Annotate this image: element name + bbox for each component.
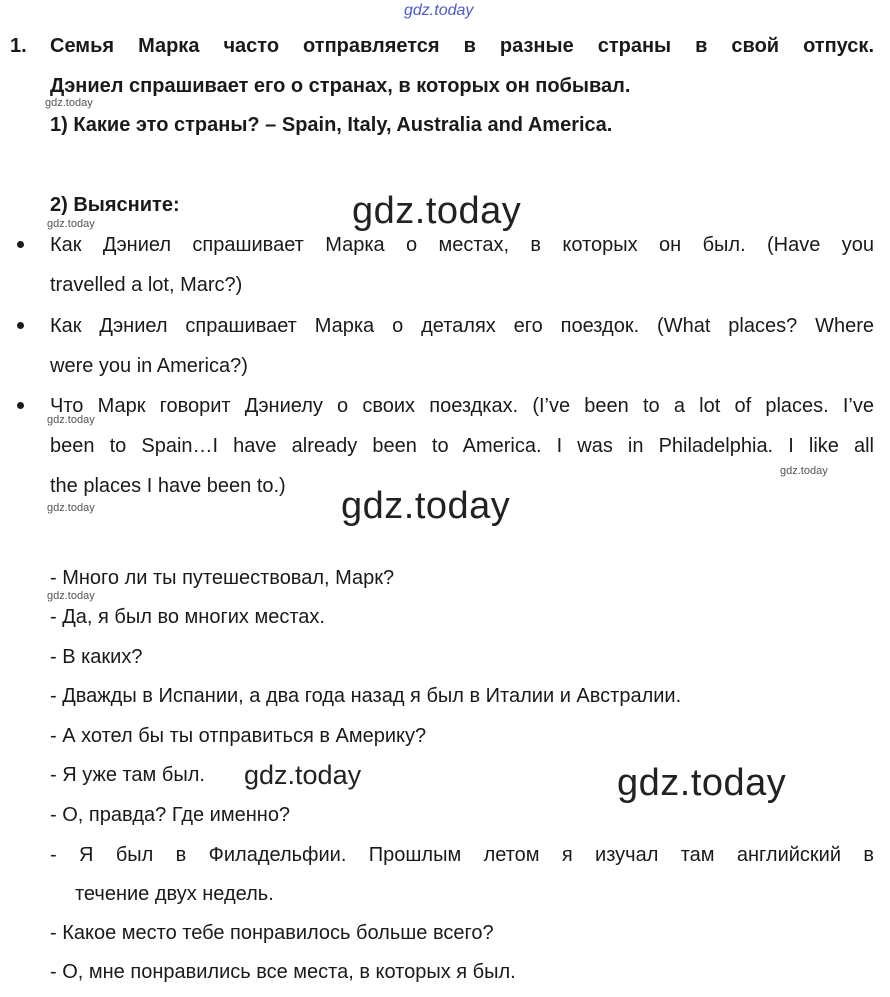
dialogue-line: - О, мне понравились все места, в которых я был. — [50, 961, 516, 983]
task-intro-line2: Дэниел спрашивает его о странах, в которых он побывал. — [50, 75, 631, 97]
question-1: 1) Какие это страны? – Spain, Italy, Australia and America. — [50, 114, 613, 136]
watermark-top: gdz.today — [404, 2, 474, 19]
bullet-3-line3: the places I have been to.) — [50, 475, 286, 497]
watermark-small: gdz.today — [47, 414, 95, 426]
bullet-1-line2: travelled a lot, Marc?) — [50, 274, 243, 296]
watermark-small: gdz.today — [780, 465, 828, 477]
watermark-large: gdz.today — [341, 485, 511, 527]
bullet-3-line1: Что Марк говорит Дэниелу о своих поездках. (I’ve been to a lot of places. I’ve — [50, 395, 874, 417]
dialogue-line-continuation: течение двух недель. — [75, 883, 274, 905]
bullet-dot — [17, 322, 24, 329]
watermark-large: gdz.today — [352, 190, 522, 232]
watermark-small: gdz.today — [47, 502, 95, 514]
dialogue-line: - Я уже там был. — [50, 764, 205, 786]
bullet-2-line1: Как Дэниел спрашивает Марка о деталях его поездок. (What places? Where — [50, 315, 874, 337]
dialogue-line: - Много ли ты путешествовал, Марк? — [50, 567, 395, 589]
question-2-title: 2) Выясните: — [50, 194, 180, 216]
watermark-small: gdz.today — [45, 97, 93, 109]
dialogue-line: - Какое место тебе понравилось больше всего? — [50, 922, 494, 944]
watermark-medium: gdz.today — [244, 760, 362, 790]
bullet-2-line2: were you in America?) — [50, 355, 248, 377]
bullet-dot — [17, 241, 24, 248]
bullet-3-line2: been to Spain…I have already been to America. I was in Philadelphia. I like all — [50, 435, 874, 457]
dialogue-line: - Дважды в Испании, а два года назад я был в Италии и Австралии. — [50, 685, 682, 707]
dialogue-line: - О, правда? Где именно? — [50, 804, 291, 826]
watermark-small: gdz.today — [47, 218, 95, 230]
bullet-1-line1: Как Дэниел спрашивает Марка о местах, в которых он был. (Have you — [50, 234, 874, 256]
bullet-dot — [17, 402, 24, 409]
watermark-large: gdz.today — [617, 762, 787, 804]
dialogue-line: - В каких? — [50, 646, 143, 668]
task-intro-line1: Семья Марка часто отправляется в разные страны в свой отпуск. — [50, 35, 874, 57]
dialogue-line: - Да, я был во многих местах. — [50, 606, 325, 628]
dialogue-line: - Я был в Филадельфии. Прошлым летом я изучал там английский в — [50, 844, 874, 866]
watermark-small: gdz.today — [47, 590, 95, 602]
task-number: 1. — [10, 35, 27, 57]
dialogue-line: - А хотел бы ты отправиться в Америку? — [50, 725, 427, 747]
